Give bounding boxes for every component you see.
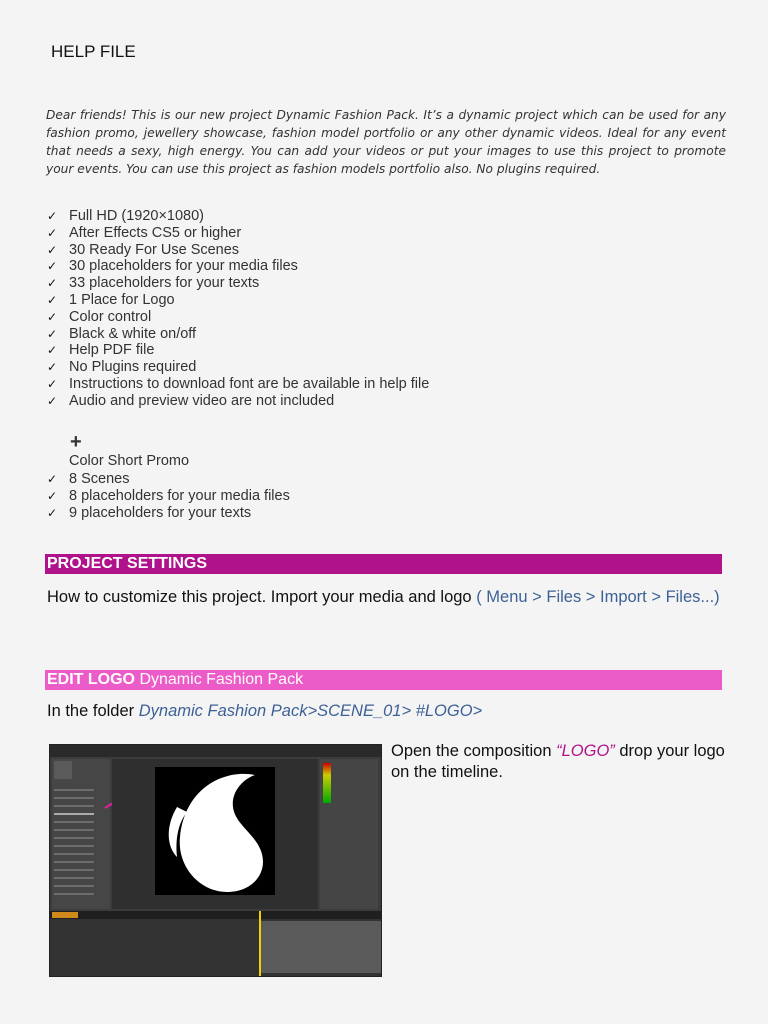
promo-title: Color Short Promo: [69, 453, 190, 469]
project-row: [54, 797, 94, 799]
check-icon: ✓: [47, 292, 58, 307]
project-thumbnail: [54, 761, 72, 779]
timeline-tab-active: [52, 912, 78, 918]
check-icon: ✓: [47, 360, 58, 375]
project-settings-heading: PROJECT SETTINGS: [45, 554, 722, 574]
list-item: ✓ Instructions to download font are be available in help file: [47, 375, 430, 392]
check-icon: ✓: [47, 393, 58, 408]
project-row: [54, 845, 94, 847]
composition-instruction: Open the composition “LOGO” drop your logo on the timeline.: [391, 742, 725, 781]
list-item: ✓ 30 placeholders for your media files: [47, 258, 298, 275]
timeline-tabs: [50, 911, 381, 919]
project-row: [54, 861, 94, 863]
check-icon: ✓: [47, 242, 58, 257]
project-row: [54, 789, 94, 791]
list-item: ✓ Color control: [47, 308, 152, 325]
list-item: ✓ 30 Ready For Use Scenes: [47, 241, 240, 258]
check-icon: ✓: [47, 276, 58, 291]
intro-paragraph: Dear friends! This is our new project Dynamic Fashion Pack. It’s a dynamic project which can be used for any fashion promo, jewellery showcase, fashion model portfolio or any other dynamic videos. Ideal for any event that needs a sexy, high energy. You can add your videos or put your images to use this project to promote your events. You can use this project as fashion models portfolio also. No plugins required.: [46, 108, 726, 176]
project-settings-text: How to customize this project. Import your media and logo ( Menu > Files > Import > Files...): [47, 588, 720, 606]
check-icon: ✓: [47, 488, 58, 503]
project-row: [54, 893, 94, 895]
check-icon: ✓: [47, 343, 58, 358]
project-row: [54, 869, 94, 871]
menu-path: ( Menu > Files > Import > Files...): [476, 588, 720, 606]
check-icon: ✓: [47, 309, 58, 324]
list-item: ✓ No Plugins required: [47, 359, 197, 376]
list-item: ✓ 1 Place for Logo: [47, 291, 175, 308]
help-title: HELP FILE: [51, 42, 136, 61]
audio-meter: [323, 763, 331, 803]
check-icon: ✓: [47, 225, 58, 240]
list-item: ✓ Black & white on/off: [47, 325, 197, 342]
check-icon: ✓: [47, 326, 58, 341]
list-item: ✓ Full HD (1920×1080): [47, 208, 205, 224]
project-row: [54, 885, 94, 887]
composition-name: “LOGO”: [556, 742, 615, 760]
composition-canvas: [155, 767, 275, 895]
promo-feature-list: [47, 471, 290, 521]
project-row: [54, 829, 94, 831]
logo-shape-icon: [155, 767, 275, 895]
list-item: ✓ 8 placeholders for your media files: [47, 487, 290, 504]
timeline-track: [260, 921, 381, 973]
feature-list: [47, 208, 429, 410]
list-item: ✓ 33 placeholders for your texts: [47, 275, 260, 292]
folder-instruction: In the folder Dynamic Fashion Pack>SCENE_01> #LOGO>: [47, 702, 483, 720]
list-item: ✓ Help PDF file: [47, 342, 155, 359]
list-item: ✓ Audio and preview video are not included: [47, 392, 335, 409]
menu-bar: [50, 745, 381, 757]
list-item: ✓ 8 Scenes: [47, 471, 130, 487]
plus-icon: +: [70, 431, 82, 453]
check-icon: ✓: [47, 259, 58, 274]
project-row-selected: [54, 813, 94, 815]
check-icon: ✓: [47, 209, 58, 223]
current-time-indicator: [259, 911, 261, 976]
project-row: [54, 805, 94, 807]
edit-logo-heading: EDIT LOGO Dynamic Fashion Pack: [45, 670, 722, 690]
project-row: [54, 877, 94, 879]
check-icon: ✓: [47, 472, 58, 486]
folder-path: Dynamic Fashion Pack>SCENE_01> #LOGO>: [138, 702, 483, 720]
check-icon: ✓: [47, 376, 58, 391]
check-icon: ✓: [47, 505, 58, 520]
list-item: ✓ 9 placeholders for your texts: [47, 504, 252, 521]
project-row: [54, 853, 94, 855]
project-row: [54, 837, 94, 839]
project-row: [54, 821, 94, 823]
list-item: ✓ After Effects CS5 or higher: [47, 224, 242, 241]
after-effects-screenshot: [49, 744, 382, 977]
